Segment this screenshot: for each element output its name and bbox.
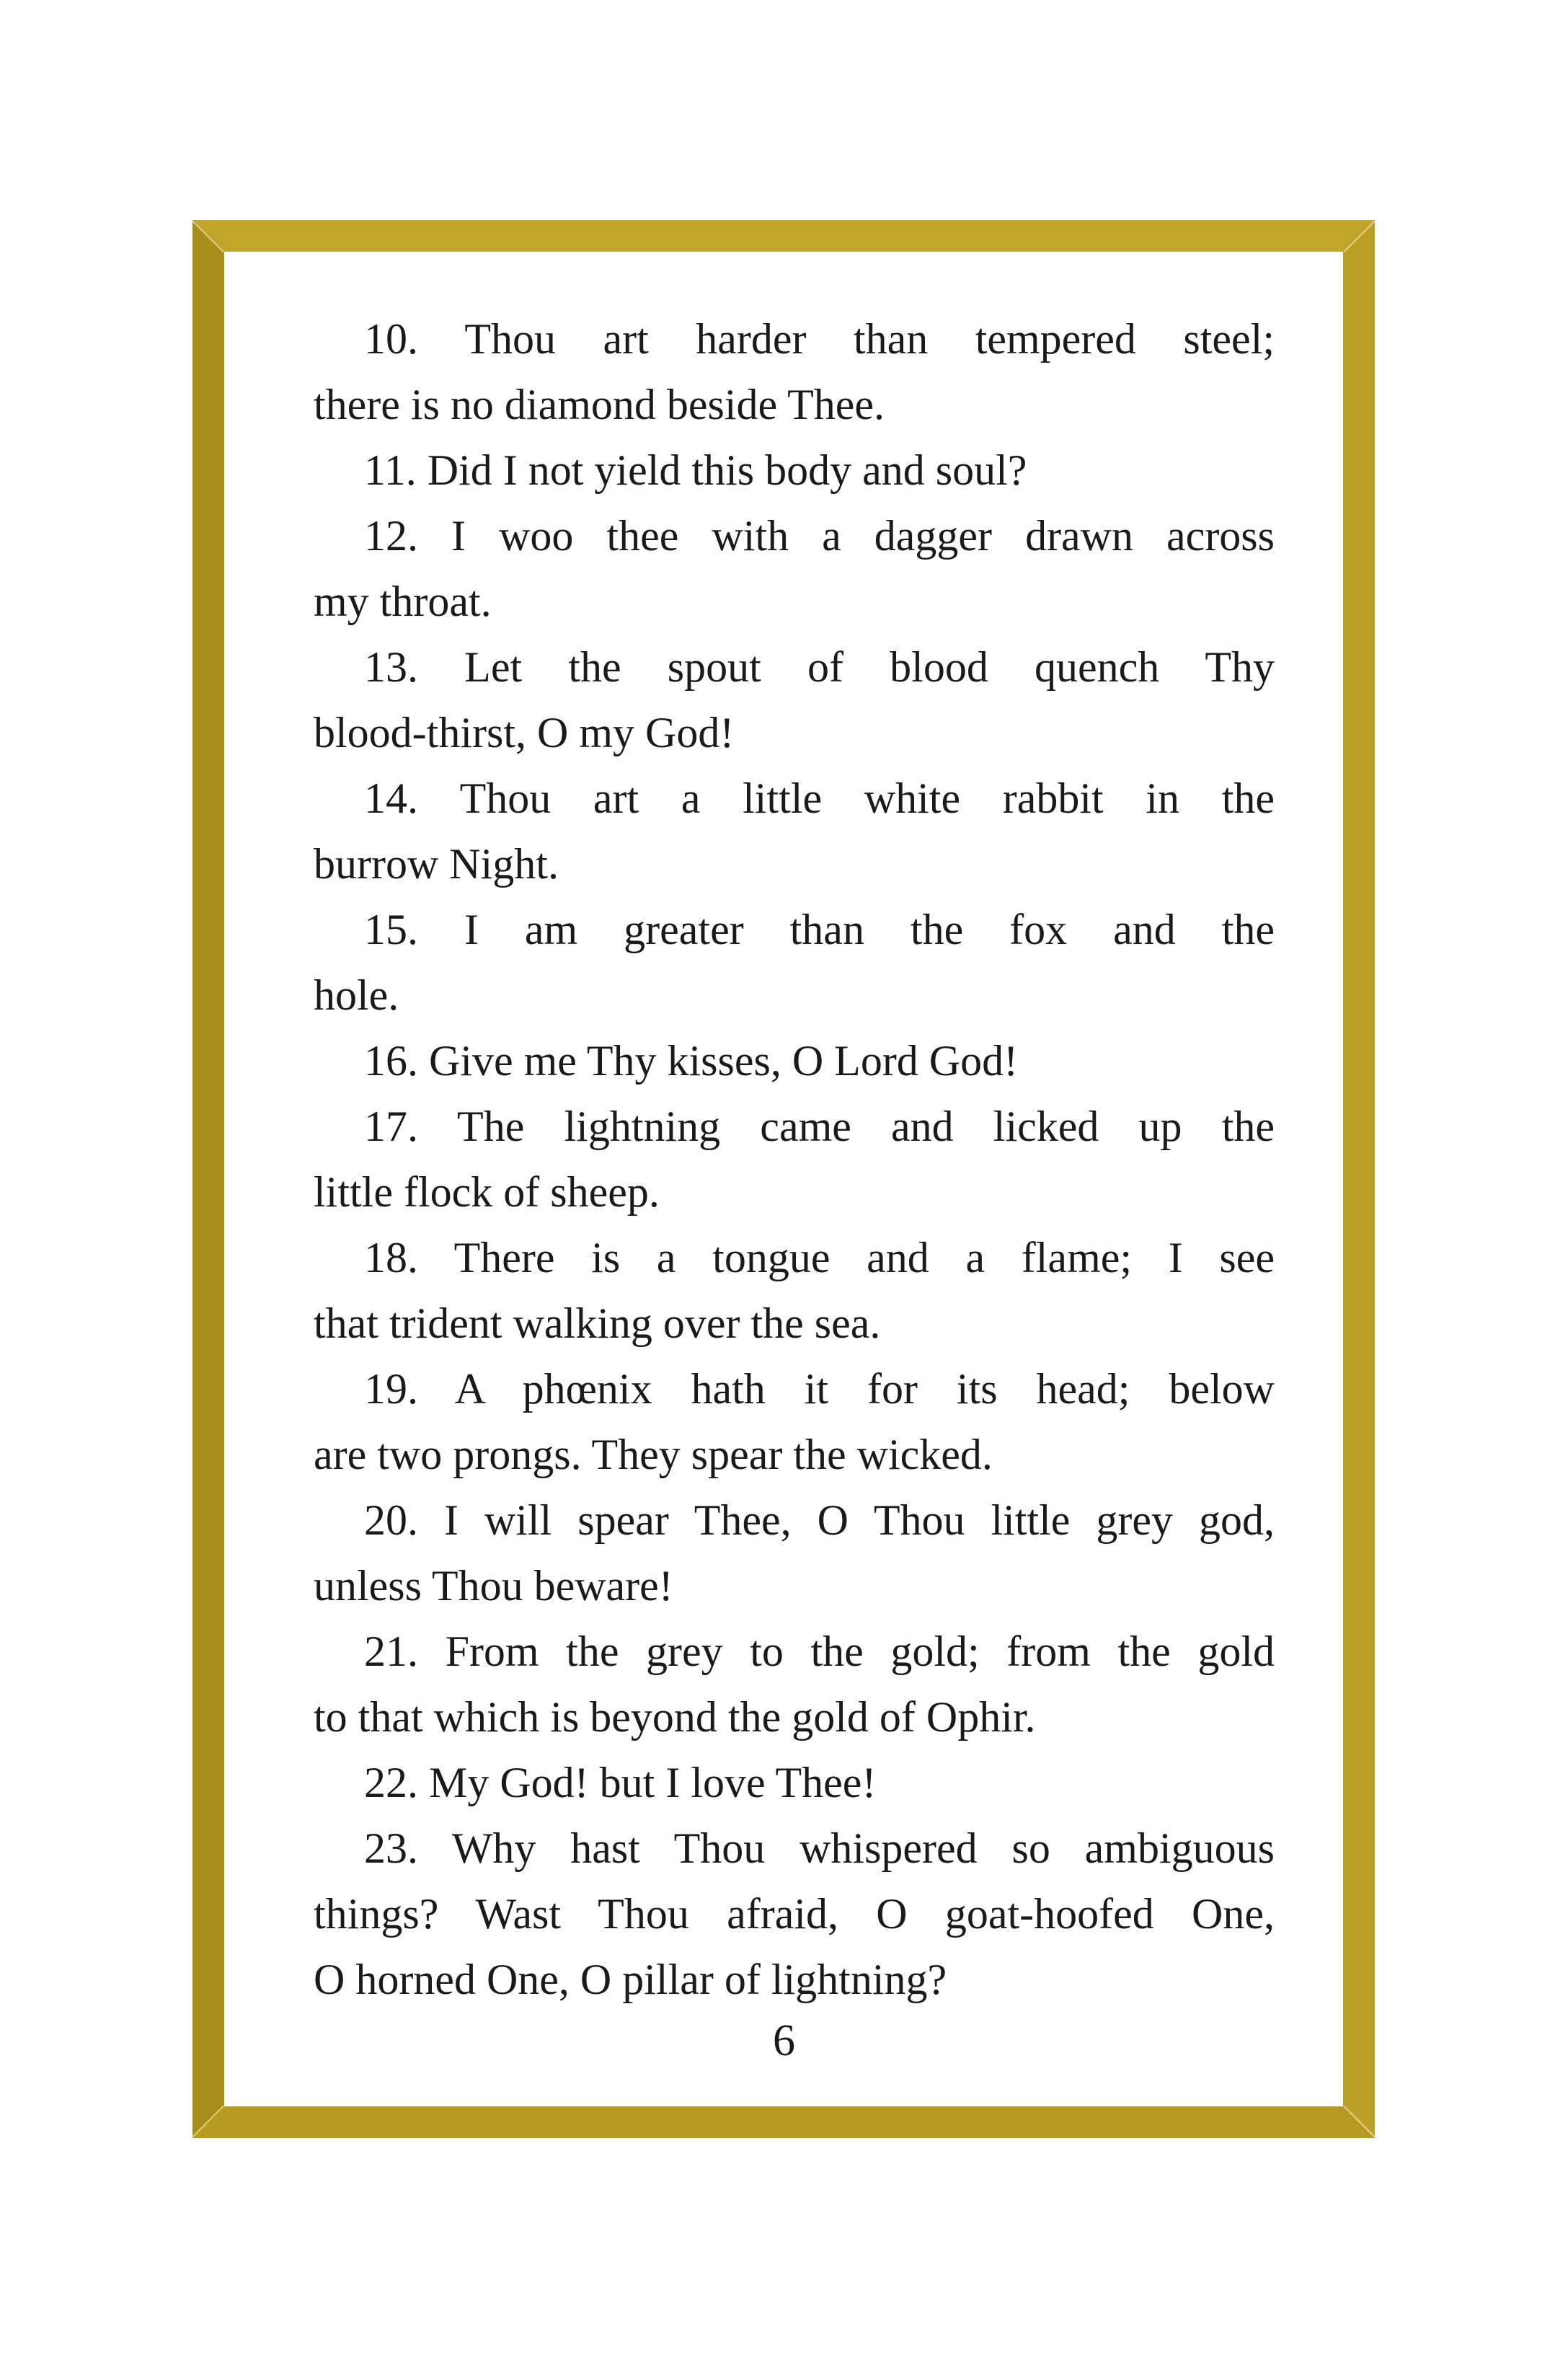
verse-21-line-2: to that which is beyond the gold of Ophir. — [314, 1693, 1036, 1741]
verse-18-line-2: that trident walking over the sea. — [314, 1299, 881, 1347]
verse-17-line-1: 17. The lightning came and licked up the — [364, 1103, 1275, 1150]
verse-14-line-1: 14. Thou art a little white rabbit in the — [364, 774, 1275, 822]
verse-12-line-2: my throat. — [314, 578, 492, 625]
verse-23-line-1: 23. Why hast Thou whispered so ambiguous — [364, 1824, 1275, 1872]
verse-23-line-3: O horned One, O pillar of lightning? — [314, 1956, 947, 2003]
verse-20-line-2: unless Thou beware! — [314, 1562, 673, 1610]
verse-22-line-1: 22. My God! but I love Thee! — [364, 1759, 877, 1806]
frame-corner-line — [1343, 2106, 1376, 2138]
verse-15-line-1: 15. I am greater than the fox and the — [364, 906, 1275, 953]
verse-20-line-1: 20. I will spear Thee, O Thou little grey god, — [364, 1496, 1275, 1544]
verse-16-line-1: 16. Give me Thy kisses, O Lord God! — [364, 1037, 1019, 1085]
frame-corner-line — [192, 220, 224, 252]
verse-19-line-1: 19. A phœnix hath it for its head; below — [364, 1365, 1275, 1413]
verse-13-line-1: 13. Let the spout of blood quench Thy — [364, 643, 1275, 691]
verse-21-line-1: 21. From the grey to the gold; from the gold — [364, 1628, 1275, 1675]
verse-23-line-2: things? Wast Thou afraid, O goat-hoofed One, — [314, 1890, 1275, 1938]
verse-19-line-2: are two prongs. They spear the wicked. — [314, 1431, 993, 1478]
verse-text-block — [314, 306, 1275, 2013]
verse-10-line-2: there is no diamond beside Thee. — [314, 381, 885, 428]
verse-18-line-1: 18. There is a tongue and a flame; I see — [364, 1234, 1275, 1281]
verse-10-line-1: 10. Thou art harder than tempered steel; — [364, 315, 1275, 363]
verse-17-line-2: little flock of sheep. — [314, 1168, 660, 1216]
page-number: 6 — [773, 2016, 795, 2065]
verse-14-line-2: burrow Night. — [314, 840, 559, 888]
frame-corner-line — [1343, 220, 1376, 252]
verse-13-line-2: blood-thirst, O my God! — [314, 709, 735, 756]
verse-15-line-2: hole. — [314, 971, 399, 1019]
verse-12-line-1: 12. I woo thee with a dagger drawn across — [364, 512, 1275, 560]
frame-corner-line — [192, 2106, 224, 2138]
verse-11-line-1: 11. Did I not yield this body and soul? — [364, 446, 1027, 494]
